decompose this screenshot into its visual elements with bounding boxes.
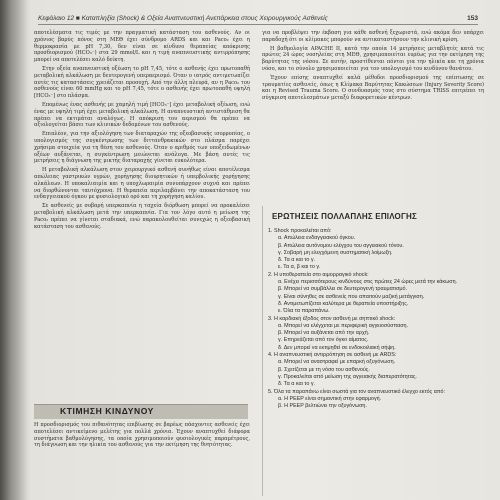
question-option: δ. Αντιμετωπίζεται καλύτερα με θεραπεία υποστήριξης. [278, 300, 409, 307]
question-option: γ. Σοβαρή μη ελεγχόμενη συστηματική λοίμωξη. [278, 249, 393, 256]
right-column [262, 30, 484, 104]
section-heading: ΚΤΙΜΗΣΗ ΚΙΝΔΥΝΟΥ [60, 406, 154, 416]
paragraph: Η προσδιορισμός του πιθανότητας επιβίωσης σε βαρέως πάσχοντες ασθενείς έχει αποτελέσει αντικείμενο μελέτης για πολλά χρόνια. Έχουν αναπτυχθεί διάφορα συστήματα βαθμολόγησης, τα οποία χρησιμοποιούν φυσιολογικές παραμέτρους, τη διάγνωση και την ηλικία του ασθενούς για την εκτίμηση της θνητότητας. [34, 422, 250, 449]
left-column [34, 30, 250, 232]
paragraph: Στην οξεία αναπνευστική οξέωση το pH 7,45, τότε ο ασθενής έχει πρωτοπαθή μεταβολική αλκάλωση με δευτερογενή υπεραερισμό. Όταν ο ιατρός αντιμετωπίζει αυτές τις καταστάσεις χρειάζεται προσοχή. Από την άλλη πλευρά, αν η Paco₂ του ασθενούς είναι 60 mmHg και το pH 7,45, τότε ο ασθενής έχει πρωτοπαθή υψηλή [HCO₃⁻] στο πλάσμα. [34, 65, 250, 100]
page-number: 153 [467, 14, 478, 22]
question-option: α. Η PEEP είναι σημαντική στην εφαρμογή. [278, 395, 382, 402]
question-option: δ. Δεν μπορεί να εκτιμηθεί σε ενδοκοιλιακή σήψη. [278, 344, 396, 351]
chapter-title: Κεφάλαιο 12 ■ Καταπληξία (Shock) & Οξεία Αναπνευστική Ανεπάρκεια στους Χειρουργικούς Ασθενείς [38, 14, 328, 22]
question-option: α. Μπορεί να ελέγχεται με περιφερική αγγειοσύσπαση. [278, 322, 409, 329]
paragraph: Η βαθμολογία APACHE II, κατά την οποία 14 μετρήσεις μεταβλητές κατά τις πρώτες 24 ώρες νοσηλείας στη ΜΕΘ, χρησιμοποιείται ευρέως για την εκτίμηση της βαρύτητας της νόσου. Σε αυτήν, προστίθενται πόντοι για την ηλικία και τη χρόνια νόσο, και το σύνολο χρησιμοποιείται για τον υπολογισμό του κινδύνου θανάτου. [262, 45, 484, 72]
question-option: ε. Τα α, β και το γ. [278, 264, 321, 271]
question-option: α. Ενέχει περισσότερους κινδύνους στις πρώτες 24 ώρες μετά την κάκωση. [278, 279, 458, 286]
questions-list [268, 228, 482, 410]
question-option: α. Μπορεί να αναστραφεί με επαρκή οξυγόνωση. [278, 359, 396, 366]
section-body [34, 422, 250, 449]
question-stem: 3. Η καρδιακή έξοδος στον ασθενή με σηπτικό shock: [268, 315, 396, 322]
question-stem: 4. Η αναπνευστική αντιρρόπηση σε ασθενή με ARDS: [268, 352, 397, 359]
paragraph: για να προβλέψει την έκβαση για κάθε ασθενή ξεχωριστά, ενώ ακόμα δεν υπάρχει παραδοχή ότι οι κλίμακες μπορούν να αντικαταστήσουν την κλινική κρίση. [262, 30, 484, 43]
question-item [268, 316, 482, 352]
paragraph: Σε ασθενείς με σοβαρή υπερκαπνία η ταχεία διόρθωση μπορεί να προκαλέσει μεταβολική αλκάλωση μετά την υπερκαπνία. Για τον λόγο αυτό η μείωση της Paco₂ πρέπει να γίνεται σταδιακά, ενώ παρακολουθείται συνεχώς η οξεοβασική κατάσταση του ασθενούς. [34, 203, 250, 230]
paragraph: αποτελέσματα τις τιμές με την πραγματική κατάσταση του ασθενούς. Αν οι χρόνιος βαρύς πόνος στη ΜΕΘ έχει σύνδρομο ARDS και και Paco₂ έχει η θερμοκρασία με pH 7,30, δεν είναι σε κίνδυνο θεραπείας απόκρισης προσδιορισμού (HCO₃⁻) στα 29 mmol/L και η τιμή αναπνευστικής αντιρρόπησης μπορεί να αποτελέσει καλό δείκτη. [34, 30, 250, 64]
question-option: β. Σχετίζεται με τη νόσο του ασθενούς. [278, 366, 370, 373]
paragraph: Η μεταβολική αλκάλωση στον χειρουργικό ασθενή συνήθως είναι αποτέλεσμα απώλειας γαστρικών υγρών, χορήγησης διουρητικών ή υπερβολικής χορήγησης αλκάλεων. Η υποκαλιαιμία και η υποχλωραιμία συνυπάρχουν συχνά και πρέπει να διορθώνονται ταυτόχρονα. Η θεραπεία περιλαμβάνει την αποκατάσταση του ενδαγγειακού όγκου με φυσιολογικό ορό και τη χορήγηση καλίου. [34, 167, 250, 201]
question-option: β. Η PEEP βελτιώνει την οξυγόνωση. [278, 403, 367, 410]
question-item [268, 272, 482, 316]
question-option: α. Απώλεια ενδαγγειακού όγκου. [278, 235, 356, 242]
question-option: δ. Τα α και το γ. [278, 257, 316, 264]
question-item [268, 352, 482, 388]
paragraph: Επιπλέον, για την αξιολόγηση των διαταραχών της οξεοβασικής ισορροπίας, ο υπολογισμός της συγκέντρωσης των διττανθρακικών στο πλάσμα παρέχει χρήσιμα στοιχεία για τη θέση του ασθενούς. Όταν ο αριθμός των υποξειδωμένων οξέων αυξάνεται, η συγκέντρωση μειώνεται ανάλογα. Με βάση αυτές τις μετρήσεις η διάγνωση της μικτής διαταραχής γίνεται ευκολότερα. [34, 131, 250, 165]
question-option: γ. Προκαλείται από μείωση της αγγειακής διαπερατότητας. [278, 373, 417, 380]
question-option: β. Μπορεί να αυξάνεται από την αρχή. [278, 330, 370, 337]
question-item [268, 389, 482, 411]
question-option: ε. Όλα τα παραπάνω. [278, 308, 330, 315]
question-option: β. Μπορεί να συμβάλλει σε δευτερογενή τραυματισμό. [278, 286, 407, 293]
question-option: γ. Είναι σύνηθες σε ασθενείς που απαιτούν μαζική μετάγγιση. [278, 293, 425, 300]
question-option: β. Απώλεια αυτόνομου ελέγχου του αγγειακού τόνου. [278, 242, 404, 249]
paragraph: Επομένως ένας ασθενής με χαμηλή τιμή [HCO₃⁻] έχει μεταβολική οξέωση, ενώ ένας με υψηλή τιμή έχει μεταβολική αλκάλωση. Η αναπνευστική αντιστάθμιση θα πρέπει να εκτιμάται αναλόγως. Η απόκριση του αερισμού θα πρέπει να αξιολογείται βάσει των κλινικών δεδομένων του ασθενούς. [34, 101, 250, 129]
question-stem: 2. Η υποθεραπεία στο αιμορραγικό shock: [268, 271, 369, 278]
paragraph: Έχουν επίσης αναπτυχθεί καλά μέθοδοι προσδιορισμού της επίπτωσης σε τραυματίες ασθενείς, όπως η Κλίμακα Βαρύτητας Κακώσεων (Injury Severity Score) και η Revised Trauma Score. Ο συνδυασμός τους στο σύστημα TRISS επιτρέπει τη σύγκριση αποτελεσμάτων μεταξύ διαφορετικών κέντρων. [262, 74, 484, 102]
question-option: δ. Τα α και το γ. [278, 381, 316, 388]
question-stem: 5. Όλα τα παραπάνω είναι σωστά για τον αναπνευστικό έλεγχο εκτός από: [268, 388, 446, 395]
question-item [268, 228, 482, 272]
questions-heading: ΕΡΩΤΗΣΕΙΣ ΠΟΛΛΑΠΛΗΣ ΕΠΙΛΟΓΗΣ [272, 212, 417, 221]
question-option: γ. Επηρεάζεται από τον όγκο αίματος. [278, 337, 369, 344]
page-gutter-shadow [0, 0, 30, 500]
running-header [38, 12, 478, 25]
question-stem: 1. Shock προκαλείται από: [268, 228, 332, 234]
